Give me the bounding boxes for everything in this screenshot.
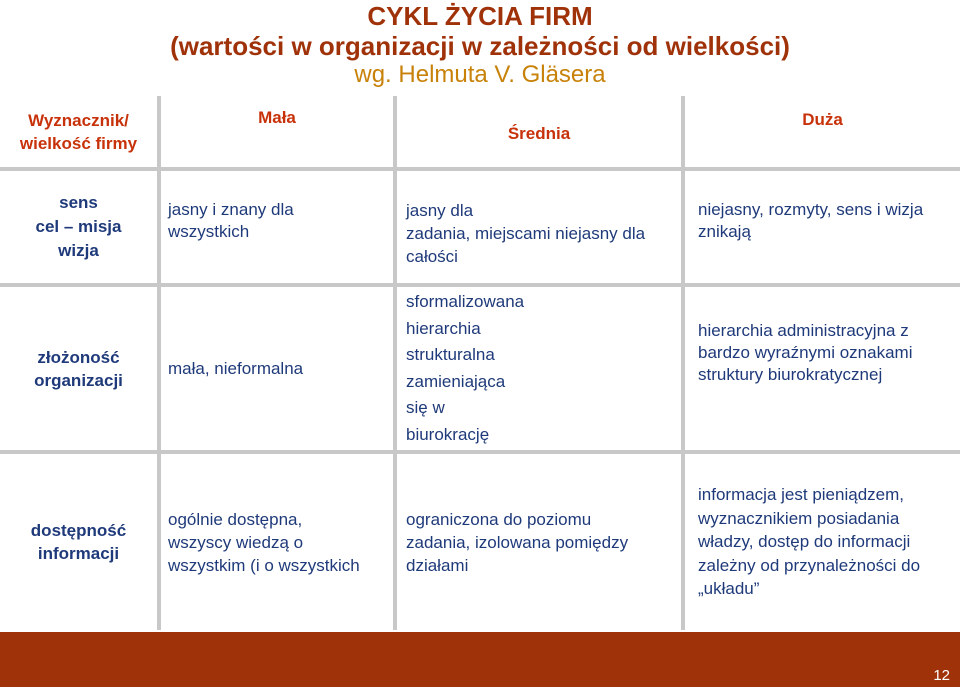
row2-medium-line-2: hierarchia (406, 318, 481, 338)
row1-large-cell (685, 171, 960, 283)
row2-large-line-2: bardzo wyraźnymi oznakami (698, 343, 913, 362)
title-line-1: CYKL ŻYCIA FIRM (367, 1, 593, 31)
row2-large-line-3: struktury biurokratycznej (698, 365, 883, 384)
row3-large-line-1: informacja jest pieniądzem, (698, 485, 904, 505)
row3-label-line-2: informacji (37, 544, 120, 563)
title-line-2: (wartości w organizacji w zależności od wielkości) (170, 31, 790, 61)
row-label-sens (0, 171, 157, 283)
row1-medium-line-2: zadania, miejscami niejasny dla (406, 224, 646, 243)
row1-label-line-3: wizja (58, 241, 99, 260)
row3-small-line-1: ogólnie dostępna, (168, 509, 303, 529)
row-label-information (0, 454, 157, 630)
row3-medium-line-2: zadania, izolowana pomiędzy (406, 532, 629, 552)
header-cell-large (685, 96, 960, 167)
row2-medium-line-4: zamieniająca (406, 371, 506, 391)
row1-small-line-1: jasny i znany dla (168, 200, 294, 219)
row1-small-line-2: wszystkich (168, 222, 250, 241)
row1-small-cell (161, 171, 393, 283)
row3-large-line-3: władzy, dostęp do informacji (698, 532, 911, 552)
row3-medium-cell (397, 454, 681, 630)
row3-large-cell (685, 454, 960, 630)
footer-bar (0, 632, 960, 687)
row1-medium-line-1: jasny dla (406, 201, 474, 220)
row1-label-line-1: sens (59, 193, 98, 212)
row2-label-line-2: organizacji (34, 370, 123, 390)
header-first-line-1: Wyznacznik/ (28, 110, 129, 130)
row3-large-line-2: wyznacznikiem posiadania (698, 508, 900, 528)
row3-large-line-4: zależny od przynależności do (698, 555, 921, 575)
header-medium-label: Średnia (507, 124, 571, 143)
row2-label-line-1: złożoność (37, 347, 120, 367)
header-large-label: Duża (802, 110, 843, 129)
subtitle: wg. Helmuta V. Gläsera (354, 61, 606, 88)
row3-small-cell (161, 454, 393, 630)
row1-large-line-1: niejasny, rozmyty, sens i wizja (698, 200, 924, 219)
row1-label-line-2: cel – misja (35, 217, 122, 236)
row2-medium-line-1: sformalizowana (406, 292, 525, 311)
row1-medium-cell (397, 171, 681, 283)
row2-medium-line-5: się w (406, 398, 445, 417)
row3-medium-line-1: ograniczona do poziomu (406, 509, 592, 529)
row2-small-line-1: mała, nieformalna (168, 358, 304, 378)
header-cell-medium (397, 96, 681, 167)
page-number: 12 (933, 667, 950, 684)
row3-medium-line-3: działami (406, 555, 469, 575)
header-cell-small (161, 96, 393, 167)
row2-medium-line-3: strukturalna (406, 345, 495, 364)
header-cell-determinant (0, 96, 157, 167)
row-label-complexity (0, 287, 157, 450)
header-small-label: Mała (258, 108, 296, 127)
row1-large-line-2: znikają (698, 222, 751, 241)
row2-medium-cell (397, 287, 681, 450)
row3-large-line-5: „układu” (698, 579, 760, 599)
row2-small-cell (161, 287, 393, 450)
row1-medium-line-3: całości (406, 247, 458, 266)
row3-label-line-1: dostępność (30, 521, 127, 540)
row2-large-cell (685, 287, 960, 450)
row2-large-line-1: hierarchia administracyjna z (698, 321, 909, 340)
row3-small-line-2: wszyscy wiedzą o (168, 532, 304, 552)
row2-medium-line-6: biurokrację (406, 424, 490, 444)
row3-small-line-3: wszystkim (i o wszystkich (168, 555, 360, 575)
header-first-line-2: wielkość firmy (19, 133, 138, 153)
